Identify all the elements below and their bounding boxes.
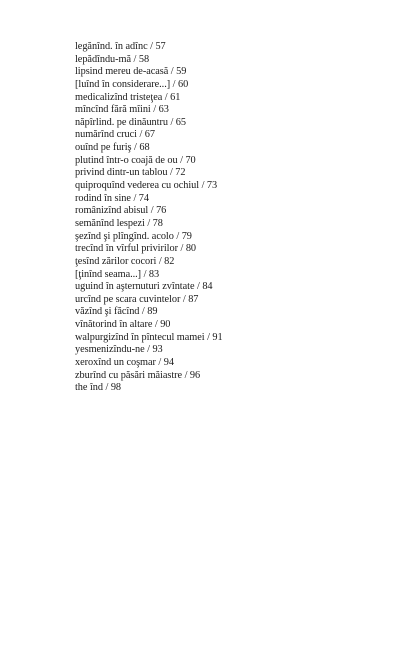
- toc-entry: trecînd în vîrful privirilor / 80: [75, 243, 197, 255]
- toc-entry: legănînd. în adînc / 57: [75, 41, 166, 52]
- toc-entry: numărînd cruci / 67: [75, 129, 155, 141]
- toc-entry: rodind în sine / 74: [75, 192, 149, 204]
- toc-entry: the înd / 98: [75, 382, 122, 394]
- toc-entry: uguind în aşternuturi zvîntate / 84: [75, 281, 213, 293]
- toc-entry: walpurgizînd în pîntecul mamei / 91: [75, 331, 223, 343]
- toc-entry: urcînd pe scara cuvintelor / 87: [75, 293, 199, 305]
- toc-entry: privind dintr-un tablou / 72: [75, 167, 186, 179]
- toc-entry: plutind într-o coajă de ou / 70: [75, 154, 196, 166]
- table-of-contents: [75, 41, 223, 395]
- toc-entry: vînătorind în altare / 90: [75, 319, 171, 331]
- toc-entry: yesmenizîndu-ne / 93: [75, 344, 163, 356]
- toc-entry: românizînd abisul / 76: [75, 205, 167, 217]
- toc-entry: zburînd cu păsări măiastre / 96: [75, 369, 201, 381]
- toc-entry: medicalizînd tristeţea / 61: [75, 91, 181, 103]
- toc-entry: quiproquînd vederea cu ochiul / 73: [75, 180, 218, 192]
- toc-entry: lipsind mereu de-acasă / 59: [75, 66, 187, 78]
- toc-entry: ţesînd zărilor cocori / 82: [75, 255, 175, 267]
- toc-entry: ouînd pe furiş / 68: [75, 142, 150, 154]
- toc-entry: lepădîndu-mă / 58: [75, 53, 150, 65]
- toc-entry: [luînd în considerare...] / 60: [75, 78, 189, 90]
- toc-entry: semănînd lespezi / 78: [75, 217, 163, 229]
- toc-entry: năpîrlind. pe dinăuntru / 65: [75, 116, 186, 128]
- toc-entry: [ţinînd seama...] / 83: [75, 268, 160, 280]
- toc-entry: xeroxînd un coşmar / 94: [75, 357, 174, 369]
- toc-entry: şezînd şi plîngînd. acolo / 79: [75, 230, 192, 242]
- toc-entry: mîncînd fără mîini / 63: [75, 104, 169, 116]
- toc-entry: văzînd şi făcînd / 89: [75, 306, 158, 318]
